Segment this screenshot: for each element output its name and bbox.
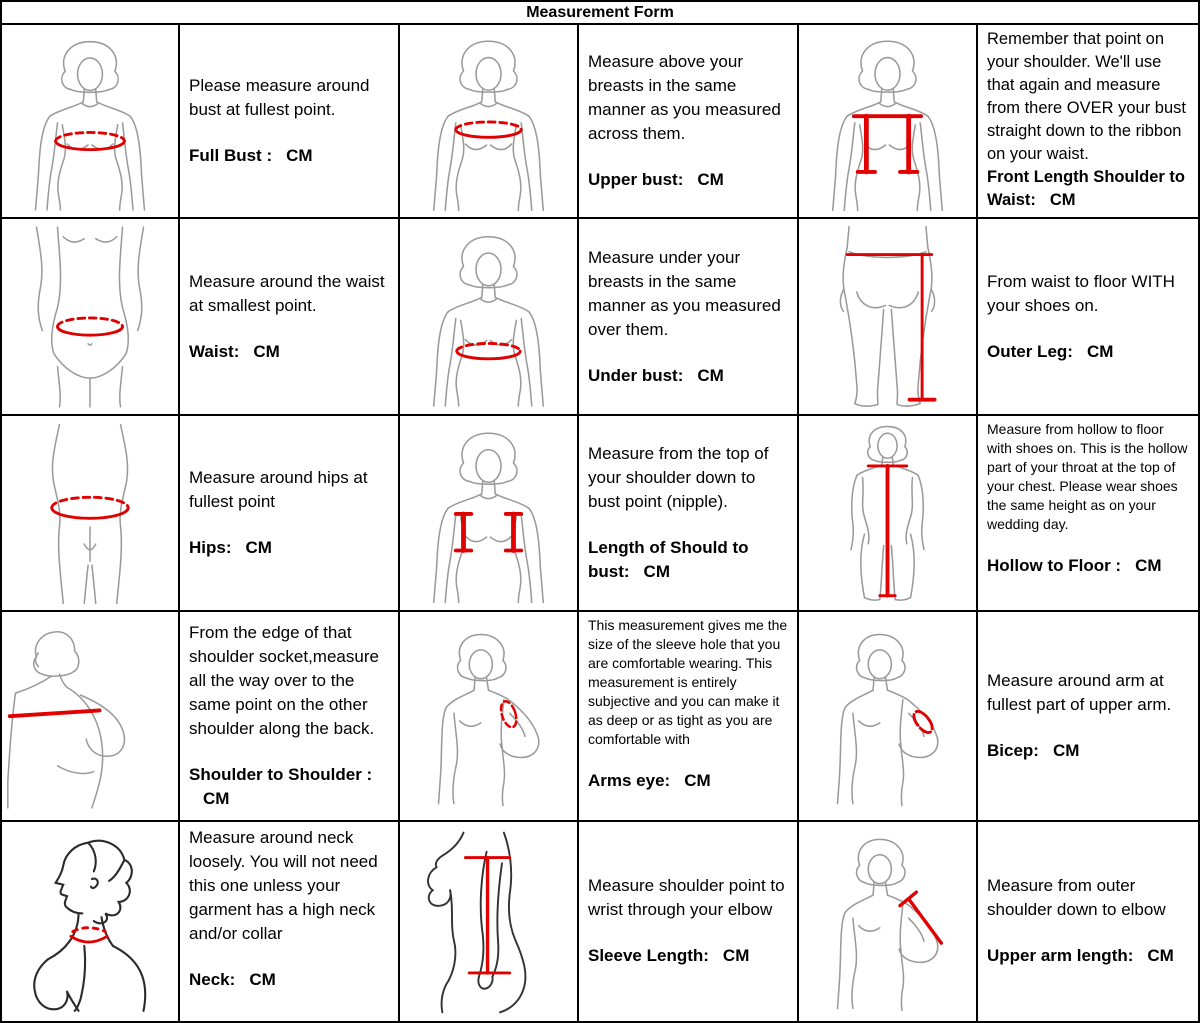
measurement-label: [987, 554, 1190, 578]
unit-text: CM: [1049, 191, 1076, 209]
measurement-label: [588, 944, 789, 968]
measurement-instructions: Remember that point on your shoulder. We'll use that again and measure from there OVER your bust straight down to the ribbon on your waist.: [987, 30, 1186, 163]
label-text: Under bust:: [588, 365, 684, 385]
text-cell: [579, 612, 799, 822]
text-cell: [579, 822, 799, 1020]
measurement-label: [987, 739, 1190, 763]
label-text: Hollow to Floor :: [987, 556, 1122, 576]
figure-cell: [799, 822, 978, 1020]
label-text: Upper bust:: [588, 169, 684, 189]
measurement-instructions: This measurement gives me the size of the sleeve hole that you are comfortable wearing. This measurement is entirely subjective and you can make it as deep or as tight as you are comfortable with: [588, 617, 788, 748]
text-cell: [180, 416, 400, 612]
unit-text: CM: [286, 145, 313, 165]
full-bust-figure: [4, 27, 176, 215]
label-text: Neck:: [189, 970, 236, 990]
measurement-instructions: Measure above your breasts in the same manner as you measured across them.: [588, 51, 781, 143]
measurement-instructions: Measure around the waist at smallest point.: [189, 271, 385, 315]
measurement-instructions: Measure around arm at fullest part of upper arm.: [987, 671, 1172, 715]
measurement-instructions: Measure from outer shoulder down to elbow: [987, 876, 1166, 920]
label-text: Front Length Shoulder to Waist:: [987, 168, 1185, 209]
bicep-figure: [801, 614, 974, 818]
label-text: Outer Leg:: [987, 341, 1073, 361]
measurement-label: [588, 769, 789, 793]
arms-eye-figure: [402, 614, 575, 818]
label-text: Full Bust :: [189, 145, 273, 165]
text-cell: [180, 822, 400, 1020]
unit-text: CM: [684, 771, 711, 791]
label-text: Sleeve Length:: [588, 946, 709, 966]
measurement-label: [189, 144, 390, 168]
figure-cell: [799, 612, 978, 822]
label-text: Shoulder to Shoulder :: [189, 765, 373, 785]
measurement-table: [0, 25, 1200, 1023]
figure-cell: [2, 822, 180, 1020]
unit-text: CM: [697, 365, 724, 385]
figure-cell: [400, 416, 579, 612]
hollow-to-floor-figure: [801, 418, 974, 608]
text-cell: [978, 612, 1198, 822]
measurement-instructions: Measure from the top of your shoulder down to bust point (nipple).: [588, 444, 769, 512]
measurement-label: [987, 944, 1190, 968]
text-cell: [579, 219, 799, 416]
figure-cell: [2, 416, 180, 612]
text-cell: [180, 612, 400, 822]
unit-text: CM: [697, 169, 724, 189]
unit-text: CM: [203, 789, 230, 809]
measurement-instructions: From the edge of that shoulder socket,measure all the way over to the same point on the other shoulder along the back.: [189, 623, 379, 739]
label-text: Length of Should to bust:: [588, 538, 749, 582]
figure-cell: [2, 612, 180, 822]
under-bust-figure: [402, 221, 575, 412]
measurement-label: [987, 340, 1190, 364]
text-cell: [579, 25, 799, 219]
upper-arm-length-figure: [801, 824, 974, 1018]
measurement-instructions: Measure around neck loosely. You will not need this one unless your garment has a high neck and/or collar: [189, 828, 378, 944]
unit-text: CM: [1147, 946, 1174, 966]
text-cell: [978, 219, 1198, 416]
text-cell: [978, 822, 1198, 1020]
hips-figure: [4, 418, 176, 608]
text-cell: [180, 219, 400, 416]
neck-figure: [4, 824, 176, 1018]
measurement-instructions: Measure under your breasts in the same manner as you measured over them.: [588, 247, 781, 339]
shoulder-to-shoulder-figure: [4, 614, 176, 818]
waist-figure: [4, 221, 176, 412]
text-cell: [579, 416, 799, 612]
figure-cell: [799, 416, 978, 612]
text-cell: [180, 25, 400, 219]
label-text: Bicep:: [987, 741, 1039, 761]
label-text: Waist:: [189, 341, 240, 361]
text-cell: [978, 25, 1198, 219]
unit-text: CM: [1135, 556, 1162, 576]
measurement-instructions: Measure from hollow to floor with shoes on. This is the hollow part of your throat at the top of your chest. Please wear shoes the same height as on your wedding day.: [987, 421, 1188, 533]
text-cell: [978, 416, 1198, 612]
label-text: Hips:: [189, 538, 232, 558]
measurement-instructions: Please measure around bust at fullest point.: [189, 75, 370, 119]
measurement-label: [588, 168, 789, 192]
unit-text: CM: [1086, 341, 1114, 361]
measurement-label: [588, 364, 789, 388]
figure-cell: [2, 219, 180, 416]
measurement-instructions: Measure around hips at fullest point: [189, 468, 368, 512]
figure-cell: [400, 25, 579, 219]
front-length-figure: [801, 27, 974, 215]
measurement-instructions: From waist to floor WITH your shoes on.: [987, 271, 1175, 315]
upper-bust-figure: [402, 27, 575, 215]
figure-cell: [400, 612, 579, 822]
label-text: Upper arm length:: [987, 946, 1134, 966]
outer-leg-figure: [801, 221, 974, 412]
measurement-label: [588, 536, 789, 584]
figure-cell: [799, 219, 978, 416]
figure-cell: [400, 219, 579, 416]
measurement-label: [189, 536, 390, 560]
figure-cell: [2, 25, 180, 219]
unit-text: CM: [245, 538, 272, 558]
measurement-label: [189, 340, 390, 364]
unit-text: CM: [643, 562, 670, 582]
measurement-label: [987, 166, 1192, 212]
measurement-label: [189, 763, 390, 811]
unit-text: CM: [253, 341, 280, 361]
unit-text: CM: [249, 970, 276, 990]
measurement-instructions: Measure shoulder point to wrist through your elbow: [588, 876, 785, 920]
figure-cell: [400, 822, 579, 1020]
shoulder-to-bust-figure: [402, 418, 575, 608]
label-text: Arms eye:: [588, 771, 671, 791]
sleeve-length-figure: [402, 824, 575, 1018]
unit-text: CM: [722, 946, 750, 966]
page-title: Measurement Form: [0, 0, 1200, 25]
measurement-label: [189, 968, 390, 992]
figure-cell: [799, 25, 978, 219]
unit-text: CM: [1052, 741, 1080, 761]
